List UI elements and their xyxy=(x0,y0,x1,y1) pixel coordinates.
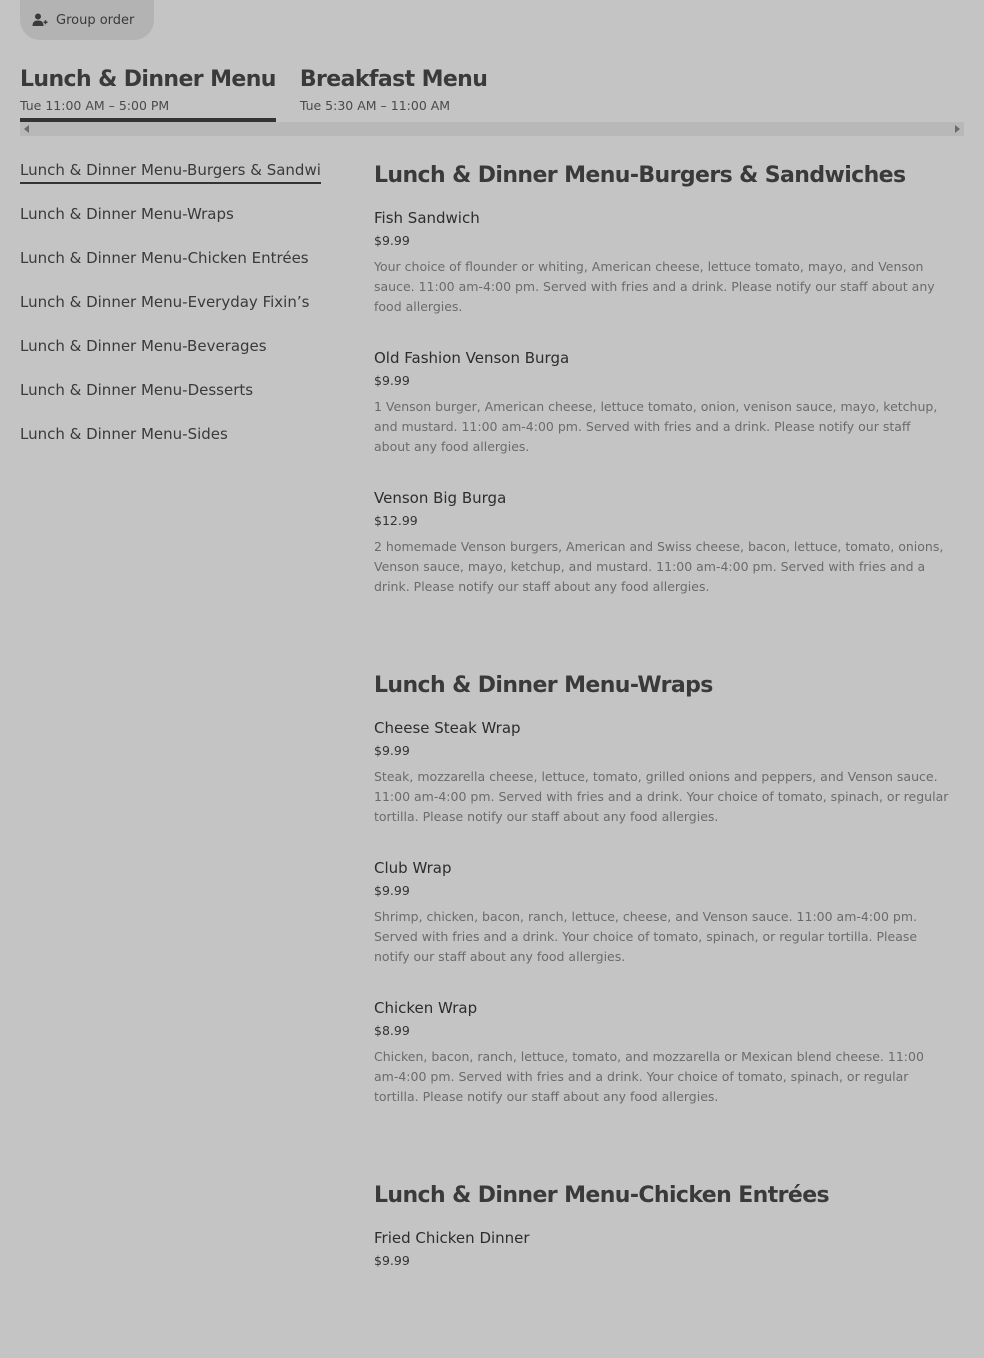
sidebar-item-desserts[interactable] xyxy=(20,378,326,422)
scroll-right-arrow-icon[interactable] xyxy=(950,122,964,136)
item-name: Cheese Steak Wrap xyxy=(374,719,521,737)
tab-lunch-dinner-menu[interactable] xyxy=(20,64,276,122)
sidebar-item-wraps[interactable] xyxy=(20,202,326,246)
menu-section-wraps xyxy=(374,670,954,1128)
item-description: 2 homemade Venson burgers, American and Swiss cheese, bacon, lettuce, tomato, onions, Venson sauce, mayo, ketchup, and mustard. 11:00 am-4:00 pm. Served with fries and a drink. Please notify our staff about any food allergies. xyxy=(374,539,944,594)
sidebar-item-label: Lunch & Dinner Menu-Sides xyxy=(20,425,228,443)
item-price: $12.99 xyxy=(374,513,418,528)
menu-tabs xyxy=(20,64,511,122)
item-price: $9.99 xyxy=(374,233,410,248)
section-spacer xyxy=(374,618,954,670)
menu-section-burgers-sandwiches xyxy=(374,160,954,618)
tab-breakfast-menu[interactable] xyxy=(300,64,487,122)
section-title: Lunch & Dinner Menu-Chicken Entrées xyxy=(374,1183,830,1208)
menu-item[interactable] xyxy=(374,1218,954,1358)
item-description: Chicken, bacon, ranch, lettuce, tomato, and mozzarella or Mexican blend cheese. 11:00 am-4:00 pm. Served with fries and a drink. Your choice of tomato, spinach, or regular tortilla. Please notify our staff about any food allergies. xyxy=(374,1049,924,1104)
item-description: 1 Venson burger, American cheese, lettuce tomato, onion, venison sauce, mayo, ketchup, and mustard. 11:00 am-4:00 pm. Served with fries and a drink. Please notify our staff about any food allergies. xyxy=(374,399,938,454)
menu-item[interactable] xyxy=(374,988,954,1128)
sidebar-item-label: Lunch & Dinner Menu-Beverages xyxy=(20,337,267,355)
person-add-icon xyxy=(32,12,48,28)
item-price: $9.99 xyxy=(374,1253,410,1268)
scroll-left-arrow-icon[interactable] xyxy=(20,122,34,136)
item-name: Fried Chicken Dinner xyxy=(374,1229,530,1247)
item-name: Old Fashion Venson Burga xyxy=(374,349,570,367)
sidebar-item-burgers-sandwiches[interactable] xyxy=(20,158,326,202)
tab-hours: Tue 5:30 AM – 11:00 AM xyxy=(299,98,451,113)
item-description: Shrimp, chicken, bacon, ranch, lettuce, cheese, and Venson sauce. 11:00 am-4:00 pm. Served with fries and a drink. Your choice of tomato, spinach, or regular tortilla. Please notify our staff about any food allergies. xyxy=(374,909,918,964)
sidebar-item-everyday-fixins[interactable] xyxy=(20,290,326,334)
group-order-label: Group order xyxy=(56,12,135,28)
section-title: Lunch & Dinner Menu-Wraps xyxy=(374,673,713,698)
menu-item[interactable] xyxy=(374,708,954,848)
sidebar-item-label: Lunch & Dinner Menu-Burgers & Sandwi xyxy=(20,158,321,184)
tab-title: Lunch & Dinner Menu xyxy=(20,67,276,92)
sidebar-item-chicken-entrees[interactable] xyxy=(20,246,326,290)
group-order-button[interactable] xyxy=(20,0,154,40)
item-price: $9.99 xyxy=(374,743,410,758)
menu-item[interactable] xyxy=(374,848,954,988)
item-price: $9.99 xyxy=(374,373,410,388)
section-title: Lunch & Dinner Menu-Burgers & Sandwiches xyxy=(374,163,906,188)
menu-content xyxy=(374,160,954,1358)
sidebar-item-label: Lunch & Dinner Menu-Chicken Entrées xyxy=(20,249,309,267)
menu-item[interactable] xyxy=(374,478,954,618)
item-price: $8.99 xyxy=(374,1023,410,1038)
horizontal-scrollbar[interactable] xyxy=(20,122,964,136)
tab-title: Breakfast Menu xyxy=(299,67,488,92)
item-price: $9.99 xyxy=(374,883,410,898)
sidebar-item-label: Lunch & Dinner Menu-Desserts xyxy=(20,381,254,399)
item-description: Your choice of flounder or whiting, American cheese, lettuce tomato, mayo, and Venson sauce. 11:00 am-4:00 pm. Served with fries and a drink. Please notify our staff about any food allergies. xyxy=(374,259,935,314)
sidebar-item-beverages[interactable] xyxy=(20,334,326,378)
item-name: Venson Big Burga xyxy=(374,489,507,507)
menu-item[interactable] xyxy=(374,338,954,478)
item-name: Club Wrap xyxy=(374,859,452,877)
sidebar-item-label: Lunch & Dinner Menu-Wraps xyxy=(20,205,234,223)
tab-hours: Tue 11:00 AM – 5:00 PM xyxy=(20,98,170,113)
category-sidebar xyxy=(20,158,326,466)
item-description: Steak, mozzarella cheese, lettuce, tomato, grilled onions and peppers, and Venson sauce. 11:00 am-4:00 pm. Served with fries and a drink. Your choice of tomato, spinach, or regular tortilla. Please notify our staff about any food allergies. xyxy=(374,769,949,824)
item-name: Chicken Wrap xyxy=(374,999,478,1017)
menu-section-chicken-entrees xyxy=(374,1180,954,1358)
sidebar-item-sides[interactable] xyxy=(20,422,326,466)
section-spacer xyxy=(374,1128,954,1180)
sidebar-item-label: Lunch & Dinner Menu-Everyday Fixin’s xyxy=(20,293,310,311)
menu-item[interactable] xyxy=(374,198,954,338)
item-name: Fish Sandwich xyxy=(374,209,480,227)
